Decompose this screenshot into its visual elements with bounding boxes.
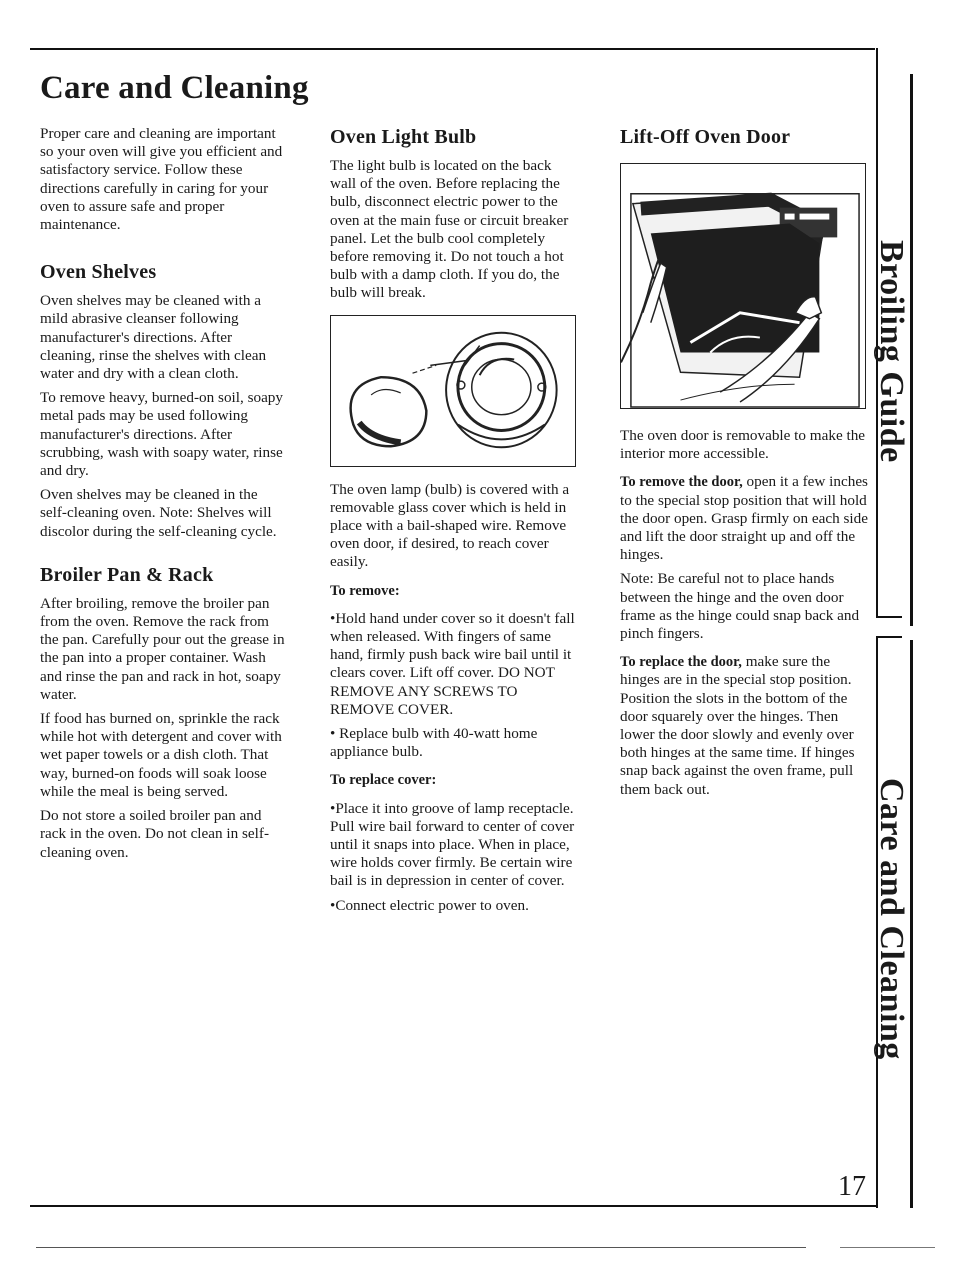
tab1-right-border [910, 74, 913, 626]
oven-door-paragraph-4 [620, 653, 868, 799]
replace-step-2: •Connect electric power to oven. [330, 896, 529, 914]
oven-door-heading: Lift-Off Oven Door [620, 126, 791, 148]
tab1-bottom-border [876, 616, 902, 618]
bottom-rule [30, 1205, 878, 1207]
replace-door-text: make sure the hinges are in the special stop position. Position the slots in the bottom of the door squarely over the hinges. Then lower the door slowly and evenly over both hinges at the same time. If hinges snap back against the oven frame, pull them back out. [620, 653, 855, 798]
intro-paragraph: Proper care and cleaning are important so your oven will give you efficient and satisfactory service. Follow these directions carefully in caring for your oven to assure safe and proper maintenance. [40, 125, 283, 234]
oven-shelves-heading: Oven Shelves [40, 261, 157, 284]
to-remove-label: To remove: [330, 582, 400, 599]
lamp-cover-illustration [330, 315, 576, 467]
oven-door-drawing [621, 164, 865, 408]
column-middle [330, 125, 580, 921]
oven-door-paragraph-2 [620, 473, 868, 564]
column-left [40, 125, 288, 868]
light-bulb-paragraph-1: The light bulb is located on the back wall of the oven. Before replacing the bulb, disconnect electric power to the oven at the main fuse or circuit breaker panel. Let the bulb cool completely before removing it. Do not touch a hot bulb with a damp cloth. If you do, the bulb will break. [330, 157, 569, 302]
footer-rule [36, 1247, 806, 1248]
broiler-paragraph-2: If food has burned on, sprinkle the rack while hot with detergent and cover with wet paper towels or a dish cloth. That way, burned-on foods will soak loose while the meal is being served. [40, 710, 282, 800]
footer-rule-right [840, 1247, 935, 1248]
page-title: Care and Cleaning [40, 70, 309, 106]
broiling-guide-tab[interactable]: Broiling Guide [873, 240, 910, 463]
tab2-top-border [876, 636, 902, 638]
to-replace-cover-label: To replace cover: [330, 772, 437, 789]
broiler-paragraph-3: Do not store a soiled broiler pan and rack in the oven. Do not clean in self-cleaning oven. [40, 807, 269, 861]
remove-step-1: •Hold hand under cover so it doesn't fall when released. With fingers of same hand, firmly push back wire bail until it clears cover. Lift off cover. DO NOT REMOVE ANY SCREWS TO REMOVE COVER. [330, 609, 575, 718]
oven-door-note: Note: Be careful not to place hands between the hinge and the oven door frame as the hinge could snap back and pinch fingers. [620, 570, 860, 643]
shelves-paragraph-1: Oven shelves may be cleaned with a mild abrasive cleanser following manufacturer's directions. After cleaning, rinse the shelves with clean water and dry with a clean cloth. [40, 292, 267, 383]
shelves-paragraph-3: Oven shelves may be cleaned in the self-cleaning oven. Note: Shelves will discolor during the self-cleaning cycle. [40, 486, 277, 540]
oven-door-illustration [620, 163, 866, 409]
lamp-cover-drawing [331, 316, 575, 466]
column-right [620, 125, 868, 805]
replace-door-lead: To replace the door, [620, 654, 742, 671]
tab2-right-border [910, 640, 913, 1208]
light-bulb-heading: Oven Light Bulb [330, 126, 477, 148]
remove-door-text: open it a few inches to the special stop position that will hold the door open. Grasp firmly on each side and lift the door straight up and off the hinges. [620, 473, 868, 564]
broiler-paragraph-1: After broiling, remove the broiler pan from the oven. Remove the rack from the pan. Carefully pour out the grease in the pan into a proper container. Wash and rinse the pan and rack in hot, soapy water. [40, 594, 285, 703]
remove-door-lead: To remove the door, [620, 474, 743, 491]
broiler-heading: Broiler Pan & Rack [40, 563, 214, 586]
oven-door-paragraph-1: The oven door is removable to make the interior more accessible. [620, 427, 866, 463]
top-rule [30, 48, 875, 50]
care-and-cleaning-tab[interactable]: Care and Cleaning [873, 778, 910, 1060]
page-number: 17 [838, 1171, 866, 1202]
remove-step-2: • Replace bulb with 40-watt home appliance bulb. [330, 725, 538, 761]
light-bulb-paragraph-2: The oven lamp (bulb) is covered with a removable glass cover which is held in place with a bail-shaped wire. Remove oven door, if desired, to reach cover easily. [330, 480, 570, 571]
replace-step-1: •Place it into groove of lamp receptacle. Pull wire bail forward to center of cover until it snaps into place. When in place, wire holds cover firmly. Be certain wire bail is in depression in center of cover. [330, 799, 575, 890]
shelves-paragraph-2: To remove heavy, burned-on soil, soapy metal pads may be used following manufacturer's directions. After scrubbing, wash with soapy water, rinse and dry. [40, 389, 283, 480]
